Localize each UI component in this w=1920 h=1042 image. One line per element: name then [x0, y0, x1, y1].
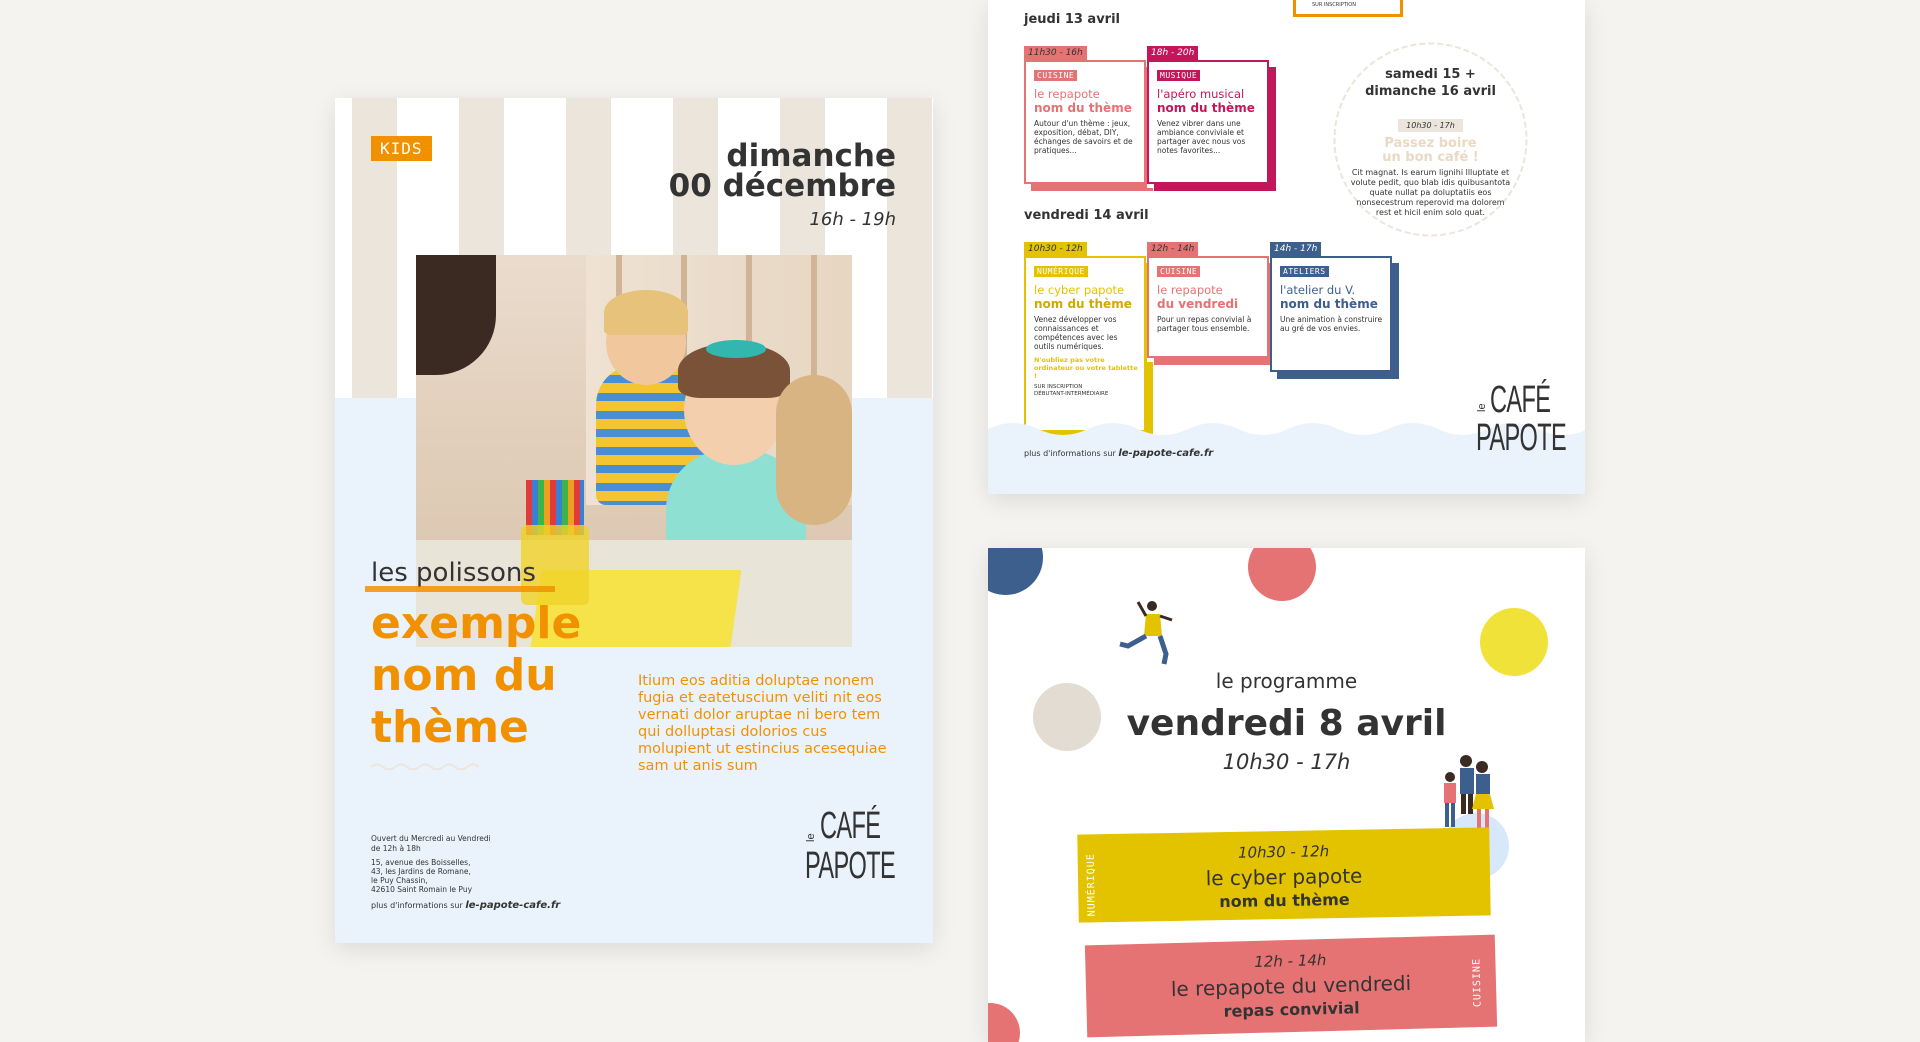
- programme-time: 10h30 - 17h: [1222, 750, 1351, 774]
- programme-flyer: [988, 548, 1585, 1042]
- poster-subtitle: les polissons: [371, 558, 536, 588]
- weekend-text: Cit magnat. Is earum lignihi llluptate et volute pedit, quo blab idis quibusantota quate nullat pa doluptatiis eos nonsecestrum reperovid ma dolorem rest et hicil enim solo quat.: [1350, 168, 1511, 217]
- opening-hours: Ouvert du Mercredi au Vendredi de 12h à 18h: [371, 834, 491, 853]
- schedule-flyer: [988, 0, 1585, 494]
- wavy-divider: [371, 762, 479, 772]
- weekend-time: 10h30 - 17h: [1323, 113, 1538, 132]
- address: 15, avenue des Boisselles, 43, les Jardins de Romane, le Puy Chassin, 42610 Saint Romain le Puy: [371, 858, 473, 894]
- poster-date-month: 00 décembre: [668, 168, 896, 204]
- weekend-headline: Passez boire: [1384, 136, 1477, 151]
- people-group-illustration: [1430, 753, 1500, 833]
- decor-dot: [988, 548, 1043, 595]
- programme-date: vendredi 8 avril: [1126, 703, 1447, 744]
- cafe-papote-logo: le CAFÉ PAPOTE: [1476, 379, 1567, 459]
- event-card-ateliers: 14h - 17h ATELIERS l'atelier du V. nom du thème Une animation à construire au gré de vos envies.: [1270, 242, 1392, 377]
- website-link[interactable]: plus d'informations sur le-papote-cafe.fr: [371, 900, 561, 911]
- jumping-person-illustration: [1116, 598, 1186, 670]
- day-label-friday: vendredi 14 avril: [1024, 208, 1149, 223]
- weekend-headline-2: un bon café !: [1382, 150, 1479, 165]
- poster-title-line: thème: [371, 702, 529, 753]
- decor-dot: [988, 1003, 1020, 1042]
- programme-band-cuisine: CUISINE 12h - 14h le repapote du vendredi repas convivial: [1085, 935, 1497, 1038]
- poster-title-line: exemple: [371, 598, 582, 649]
- previous-card-edge: SUR INSCRIPTION: [1293, 0, 1403, 17]
- programme-label: le programme: [1215, 669, 1358, 693]
- decor-dot: [1480, 608, 1548, 676]
- weekend-title: samedi 15 +: [1385, 67, 1476, 82]
- event-card-musique: 18h - 20h MUSIQUE l'apéro musical nom du thème Venez vibrer dans une ambiance conviviale et partager avec nous vos notes favorites...: [1147, 46, 1269, 188]
- weekend-title-2: dimanche 16 avril: [1365, 84, 1496, 99]
- website-link[interactable]: plus d'informations sur le-papote-cafe.fr: [1024, 448, 1214, 459]
- poster-title: [371, 598, 581, 754]
- event-card-numerique: 10h30 - 12h NUMÉRIQUE le cyber papote nom du thème Venez développer vos connaissances et compétences avec les outils numériques. N'oubliez pas votre ordinateur ou votre tablette ! SUR INSCRIPTION DÉBUTANT-INTERMÉDIAIRE: [1024, 242, 1146, 437]
- kids-tag: KIDS: [371, 136, 432, 161]
- poster-description: Itium eos aditia doluptae nonem fugia et eatetuscium veliti nit eos vernati dolor aruptae ni bero tem qui dolluptasi dolorios cus molupient ut estincius acesequiae sam ut anis sum: [638, 673, 887, 774]
- event-card-cuisine: 11h30 - 16h CUISINE le repapote nom du thème Autour d'un thème : jeux, exposition, débat, DIY, échanges de savoirs et de pratiques...: [1024, 46, 1146, 188]
- poster-date-day: dimanche: [726, 138, 896, 174]
- decor-dot: [1248, 548, 1316, 601]
- event-card-cuisine-friday: 12h - 14h CUISINE le repapote du vendredi Pour un repas convivial à partager tous ensemble.: [1147, 242, 1269, 362]
- poster-time: 16h - 19h: [809, 209, 896, 230]
- cafe-papote-logo: le CAFÉ PAPOTE: [805, 805, 896, 887]
- day-label-thursday: jeudi 13 avril: [1024, 12, 1121, 27]
- poster-title-line: nom du: [371, 650, 557, 701]
- kids-poster: [335, 98, 933, 943]
- programme-band-numerique: NUMÉRIQUE 10h30 - 12h le cyber papote nom du thème: [1077, 827, 1490, 922]
